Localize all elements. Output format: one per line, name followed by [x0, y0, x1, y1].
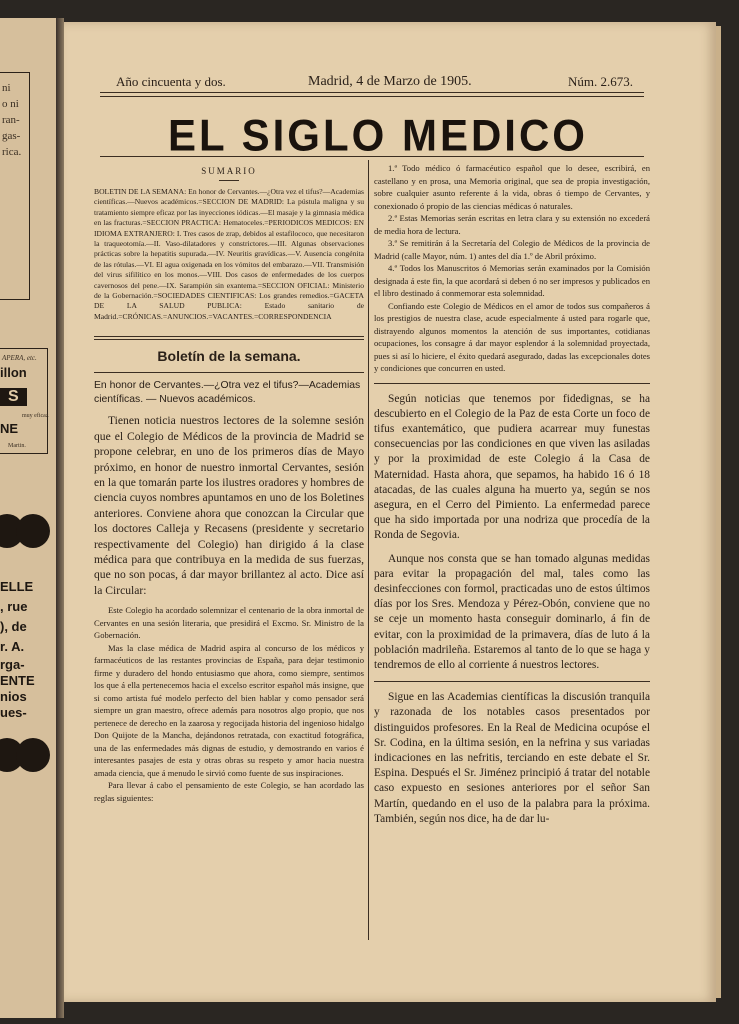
masthead-rule: [100, 156, 644, 157]
left-ad2-text: ELLE: [0, 579, 34, 594]
section-rule: [94, 372, 364, 373]
left-ad2-text: ), de: [0, 619, 27, 634]
left-ad2-text: rga-: [0, 657, 25, 672]
section-rule: [374, 681, 650, 682]
boletin-title: Boletín de la semana.: [157, 348, 301, 365]
header-date: Madrid, 4 de Marzo de 1905.: [308, 74, 472, 89]
sumario-heading: SUMARIO: [201, 166, 257, 176]
left-fragment: gas-: [2, 130, 21, 142]
short-divider: [219, 180, 239, 181]
left-ad-text: muy eficaz: [22, 413, 49, 419]
header-year: Año cincuenta y dos.: [116, 74, 226, 89]
right-column: [374, 162, 650, 827]
left-facing-page: [0, 18, 56, 1018]
boletin-subtitle: En honor de Cervantes.—¿Otra vez el tifus?—Academias científicas. — Nuevos académicos.: [94, 380, 361, 406]
rule-item: 3.ª Se remitirán á la Secretaría del Colegio de Médicos de la provincia de Madrid (calle Mayor, núm. 1) antes del día 1.º de Abril próximo.: [374, 238, 650, 261]
left-fragment: ni: [2, 82, 11, 94]
header-rule: [100, 96, 644, 97]
ornament-icon: [16, 738, 50, 772]
left-fragment: ran-: [2, 114, 20, 126]
left-fragment: o ni: [2, 98, 19, 110]
book-gutter: [56, 18, 64, 1018]
left-ad-text: NE: [0, 421, 19, 436]
left-ad-text: APERA, etc.: [2, 354, 37, 362]
left-ad2-text: nios: [0, 689, 27, 704]
rule-item: 4.ª Todos los Manuscritos ó Memorias serán examinados por la Comisión designada á este fin, la que acordará si deben ó no ser impresos y publicados en el libro destinado á conmemorar esta solemnidad.: [374, 263, 650, 298]
circular-paragraph: Este Colegio ha acordado solemnizar el centenario de la obra inmortal de Cervantes en una sesión literaria, que presidirá el Excmo. Sr. Ministro de la Gobernación.: [94, 605, 364, 641]
left-ad2-text: r. A.: [0, 639, 25, 654]
left-ad2-text: ENTE: [0, 673, 35, 688]
left-ad-text: Martin.: [8, 443, 26, 449]
rule-item: Confiando este Colegio de Médicos en el amor de todos sus compañeros á los prestigios de nuestra clase, acude especialmente á usted para rogarle que, distrayendo algunos momentos la atención de sus importantes, cotidianas ocupaciones, los consagre á dar mayor esplendor á la solemnidad proyectada, pues si así lo hiciere, el éxito quedará asegurado, dadas las excepcionales dotes y condiciones que concurren en usted.: [374, 300, 650, 373]
rule-item: 2.ª Estas Memorias serán escritas en letra clara y su extensión no excederá de media hora de lectura.: [374, 213, 650, 236]
left-fragment: rica.: [2, 146, 22, 158]
circular-paragraph: Para llevar á cabo el pensamiento de este Colegio, se han acordado las reglas siguientes:: [94, 780, 364, 803]
column-divider: [368, 160, 369, 940]
news-paragraph: Sigue en las Academias científicas la discusión tranquila y razonada de los notables casos presentados por distinguidos profesores. En la Real de Medicina ocupóse el Sr. Codina, en la última sesión, en la nefrina y sus variadas indicaciones en las nefritis, terciando en este debate el Sr. Espina. Después el Sr. Jiménez principió á tratar del notable caso expuesto en sesiones anteriores por el señor San Martín, quedando en el uso de la palabra para la próxima. También, según nos dice, ha de dar lu-: [374, 691, 650, 825]
section-rule: [94, 336, 364, 337]
newspaper-page: [64, 22, 716, 1002]
page-edge: [716, 26, 721, 998]
left-column: [94, 162, 364, 804]
ornament-icon: [16, 514, 50, 548]
left-ad-text: illon: [0, 365, 27, 380]
section-rule: [374, 383, 650, 384]
news-paragraph: Aunque nos consta que se han tomado algunas medidas para evitar la propagación del mal, tales como las desinfecciones con formol, practicadas uno de estos últimos días por los Sres. Mendoza y Pérez-Obón, conviene que no se ceje un momento hasta conseguir dominarlo, á fin de evitar, con la proximidad de la primavera, días de luto á la población madrileña. Estaremos al tanto de lo que se haga y tendremos de ello al corriente á nuestros lectores.: [374, 552, 650, 671]
left-ad2-text: ues-: [0, 705, 27, 720]
sumario-text: BOLETIN DE LA SEMANA: En honor de Cervantes.—¿Otra vez el tifus?—Academias científicas.—Nuevos académicos.=SECCION DE MADRID: La pústula maligna y su tratamiento siempre eficaz por las inyecciones iódicas.—El masaje y la gimnasia médica en las fracturas.=SECCION PRACTICA: Hematoceles.=PERIODICOS MEDICOS: EN IDIOMA EXTRANJERO: I. Tres casos de zrap, debidos al estafilococo, que necesitaron la traqueotomía.—II. Vaso-dilatadores y constrictores.—III. Algunas observaciones prácticas sobre la hepatitis supurada.—IV. Neuritis gravídicas.—V. Ausencia congénita de las rótulas.—VI. El agua oxigenada en los vómitos del embarazo.—VII. Transmisión del virus sifilítico en los monos.—VIII. Dos casos de enfermedades de los cuerpos cavernosos del pene.—IX. Sarampión sin exantema.=SECCION OFICIAL: Ministerio de la Gobernación.=SOCIEDADES CIENTIFICAS: Los grandes remedios.=GACETA DE LA SALUD PUBLICA: Estado sanitario de Madrid.=CRÓNICAS.=ANUNCIOS.=VACANTES.=CORRESPONDENCIA: [94, 187, 364, 321]
header-rule: [100, 92, 644, 93]
header-number: Núm. 2.673.: [568, 74, 633, 89]
left-ad-text: S: [0, 388, 27, 406]
masthead-title: EL SIGLO MEDICO: [168, 110, 588, 161]
boletin-paragraph: Tienen noticia nuestros lectores de la solemne sesión que el Colegio de Médicos de la provincia de Madrid se propone celebrar, en uno de los primeros días de Mayo próximo, en honor de nuestro inmortal Cervantes, sesión en la que tomarán parte los ilustres oradores y hombres de ciencia cuyos nombres apuntamos en uno de los Boletines anteriores. Conviene ahora que conozcan la Circular que los doctores Calleja y Recasens (presidente y secretario respectivamente del Colegio) han dirigido á la clase médica para que contribuya en la medida de sus fuerzas, que no son pocas, á dar mayor brillantez al acto. Dice así la Circular:: [94, 414, 364, 597]
circular-paragraph: Mas la clase médica de Madrid aspira al concurso de los médicos y farmacéuticos de las restantes provincias de España, para dejar testimonio firme y duradero del hondo entusiasmo que ahora, como siempre, sentimos los que á ella pertenecemos hacia el excelso escritor español más insigne, que si como artista fué modelo perfecto del bien hablar y como pensador será siempre un gran maestro, ofrece además para nosotros algo propio, que nos pertenece de derecho en la zaarosa y regocijada historia del ingenioso hidalgo Don Quijote de la Mancha, dejándonos retratada, con exactitud fotográfica, una de las enfermedades más dignas de estudio, y demostrando en varios é interesantes pasajes de esta y otras obras su respeto y amor hacia nuestra amada ciencia, que á menudo le sirvió como fuente de sus inspiraciones.: [94, 642, 364, 778]
news-paragraph: Según noticias que tenemos por fidedignas, se ha descubierto en el Colegio de la Paz de esta Corte un foco de tifus exantemático, que pudiera acarrear muy funestas consecuencias por las condiciones en que viven las asiladas y por la proximidad de este Colegio á la Casa de Maternidad. Hasta ahora, que sepamos, ha habido 16 ó 18 atacadas, de las cuales alguna ha muerto ya, según se nos asegura, en el Cerro del Pimiento. La enfermedad parece que ha sido importada por una nodriza que procedía de la Ronda de Segovia.: [374, 392, 650, 542]
left-ad2-text: , rue: [0, 599, 28, 614]
section-rule: [94, 339, 364, 340]
rule-item: 1.ª Todo médico ó farmacéutico español que lo desee, escribirá, en castellano y en prosa, una Memoria original, que sea de propia investigación, sobre cualquier asunto referente á la vida, obras ó tiempo de Cervantes, y conexionado ó propio de las ciencias médicas ó naturales.: [374, 163, 650, 211]
